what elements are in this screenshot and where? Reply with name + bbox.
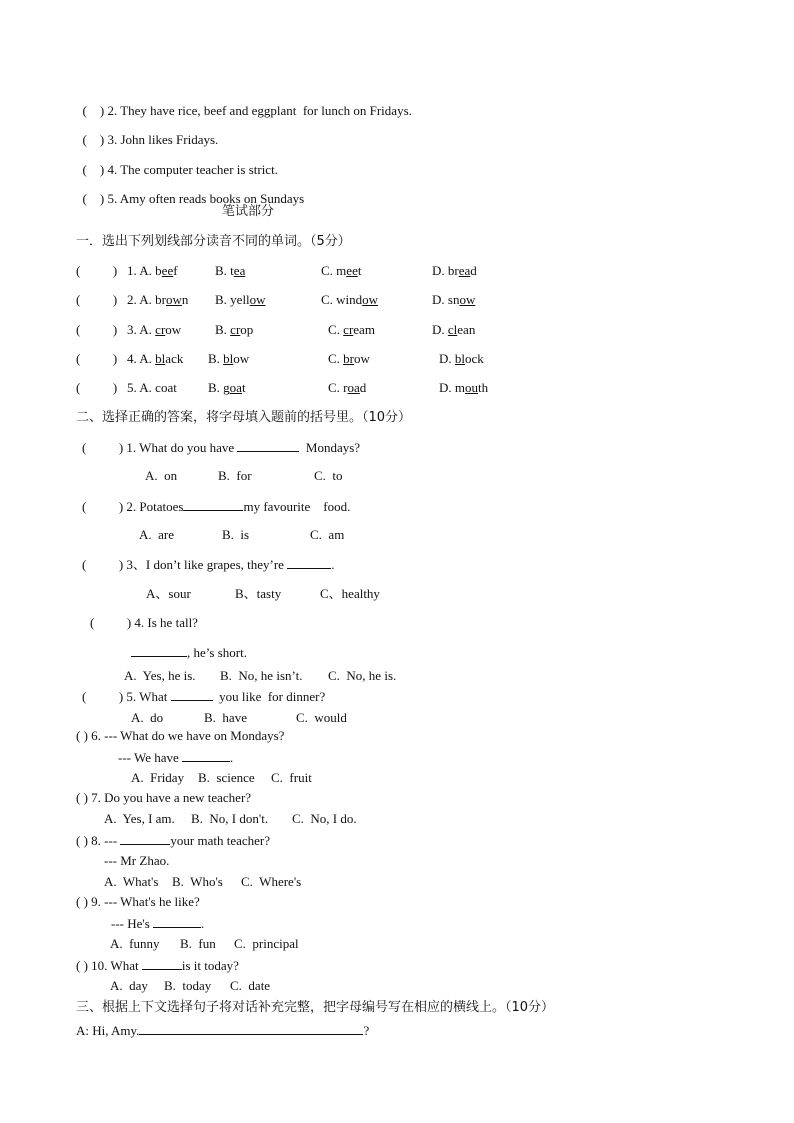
part2-question-3: ( ) 3、I don’t like grapes, they’re . bbox=[82, 557, 335, 572]
option-b: B. fun bbox=[180, 936, 216, 951]
part2-question-9-answer: --- He's . bbox=[111, 916, 205, 931]
listening-item-5: ( ) 5. Amy often reads books on Sundays bbox=[82, 191, 305, 206]
item-text: 5. Amy often reads books on Sundays bbox=[107, 191, 305, 206]
option-c: C. cream bbox=[328, 322, 375, 337]
answer-bracket: ( ) bbox=[76, 292, 118, 307]
listening-item-3: ( ) 3. John likes Fridays. bbox=[82, 132, 219, 147]
part3-dialogue-line-1: A: Hi, Amy. ? bbox=[76, 1023, 370, 1038]
item-text: 2. They have rice, beef and eggplant for lunch on Fridays. bbox=[107, 103, 412, 118]
part2-question-6-answer: --- We have . bbox=[118, 750, 234, 765]
option-c: C. principal bbox=[234, 936, 299, 951]
option-d: D. mouth bbox=[439, 380, 489, 395]
option-b: B. yellow bbox=[215, 292, 266, 307]
answer-bracket: ( bbox=[82, 103, 87, 118]
option-b: B. goat bbox=[208, 380, 246, 395]
answer-bracket: ( ) bbox=[76, 322, 118, 337]
option-c: C. brow bbox=[328, 351, 370, 366]
part2-question-7: ( ) 7. Do you have a new teacher? bbox=[76, 790, 252, 805]
answer-bracket: ( ) bbox=[76, 263, 118, 278]
answer-blank[interactable] bbox=[182, 749, 230, 762]
listening-item-4: ( ) 4. The computer teacher is strict. bbox=[82, 162, 278, 177]
option-b: B、tasty bbox=[235, 586, 282, 601]
option-c: C. am bbox=[310, 527, 345, 542]
option-a: A. Friday bbox=[131, 770, 185, 785]
answer-blank[interactable] bbox=[142, 957, 182, 970]
option-c: C. to bbox=[314, 468, 343, 483]
option-a: A、sour bbox=[146, 586, 191, 601]
part2-question-4-answer: , he’s short. bbox=[131, 644, 247, 661]
option-a: 4. A. black bbox=[127, 351, 184, 366]
part2-question-4: ( ) 4. Is he tall? bbox=[90, 615, 198, 630]
option-c: C. meet bbox=[321, 263, 362, 278]
option-a: 1. A. beef bbox=[127, 263, 178, 278]
option-a: A. do bbox=[131, 710, 164, 725]
part2-question-8: ( ) 8. --- your math teacher? bbox=[76, 833, 271, 848]
answer-blank[interactable] bbox=[287, 556, 331, 569]
answer-blank[interactable] bbox=[153, 915, 201, 928]
option-a: A. Yes, he is. bbox=[124, 668, 196, 683]
part2-heading: 二、选择正确的答案，将字母填入题前的括号里。（10分） bbox=[76, 410, 412, 425]
option-b: B. Who's bbox=[172, 874, 223, 889]
option-d: D. clean bbox=[432, 322, 476, 337]
part2-question-6: ( ) 6. --- What do we have on Mondays? bbox=[76, 728, 285, 743]
option-d: D. bread bbox=[432, 263, 477, 278]
option-a: A. on bbox=[145, 468, 178, 483]
written-section-title: 笔试部分 bbox=[222, 204, 275, 219]
answer-blank[interactable] bbox=[139, 1022, 363, 1035]
part2-question-5: ( ) 5. What you like for dinner? bbox=[82, 689, 326, 704]
answer-bracket: ( bbox=[82, 191, 87, 206]
answer-blank[interactable] bbox=[237, 439, 299, 452]
option-a: A. funny bbox=[110, 936, 160, 951]
option-a: A. are bbox=[139, 527, 175, 542]
option-c: C. window bbox=[321, 292, 379, 307]
option-b: B. science bbox=[198, 770, 255, 785]
option-a: A. Yes, I am. bbox=[104, 811, 175, 826]
option-b: B. for bbox=[218, 468, 252, 483]
part1-heading: 一．选出下列划线部分读音不同的单词。（5分） bbox=[76, 234, 351, 249]
option-b: B. blow bbox=[208, 351, 250, 366]
option-a: 3. A. crow bbox=[127, 322, 182, 337]
option-b: B. crop bbox=[215, 322, 254, 337]
part2-question-8-answer: --- Mr Zhao. bbox=[104, 853, 170, 868]
option-c: C. fruit bbox=[271, 770, 312, 785]
part3-heading: 三、根据上下文选择句子将对话补充完整，把字母编号写在相应的横线上。（10分） bbox=[76, 1000, 555, 1015]
answer-bracket: ( bbox=[82, 132, 87, 147]
option-d: D. snow bbox=[432, 292, 476, 307]
answer-bracket: ( bbox=[82, 162, 87, 177]
option-b: B. today bbox=[164, 978, 212, 993]
listening-item-2: ( ) 2. They have rice, beef and eggplant for lunch on Fridays. bbox=[82, 103, 412, 118]
option-c: C. No, I do. bbox=[292, 811, 357, 826]
option-a: A. day bbox=[110, 978, 148, 993]
option-c: C. Where's bbox=[241, 874, 302, 889]
part2-question-9: ( ) 9. --- What's he like? bbox=[76, 894, 200, 909]
option-c: C. would bbox=[296, 710, 347, 725]
option-a: A. What's bbox=[104, 874, 159, 889]
option-b: B. have bbox=[204, 710, 247, 725]
answer-bracket: ( ) bbox=[76, 380, 118, 395]
option-a: 2. A. brown bbox=[127, 292, 189, 307]
part2-question-2: ( ) 2. Potatoes my favourite food. bbox=[82, 499, 351, 514]
answer-blank[interactable] bbox=[131, 644, 187, 657]
item-text: 3. John likes Fridays. bbox=[107, 132, 219, 147]
part2-question-10: ( ) 10. What is it today? bbox=[76, 958, 239, 973]
option-d: D. block bbox=[439, 351, 484, 366]
option-c: C. date bbox=[230, 978, 271, 993]
option-b: B. tea bbox=[215, 263, 246, 278]
answer-blank[interactable] bbox=[171, 688, 213, 701]
part2-question-1: ( ) 1. What do you have Mondays? bbox=[82, 440, 361, 455]
option-b: B. is bbox=[222, 527, 250, 542]
option-a: 5. A. coat bbox=[127, 380, 177, 395]
answer-blank[interactable] bbox=[120, 832, 170, 845]
option-b: B. No, I don't. bbox=[191, 811, 269, 826]
option-c: C、healthy bbox=[320, 586, 380, 601]
answer-bracket: ( ) bbox=[76, 351, 118, 366]
option-b: B. No, he isn’t. bbox=[220, 668, 303, 683]
item-text: 4. The computer teacher is strict. bbox=[107, 162, 278, 177]
option-c: C. No, he is. bbox=[328, 668, 397, 683]
answer-blank[interactable] bbox=[183, 498, 243, 511]
option-c: C. road bbox=[328, 380, 367, 395]
